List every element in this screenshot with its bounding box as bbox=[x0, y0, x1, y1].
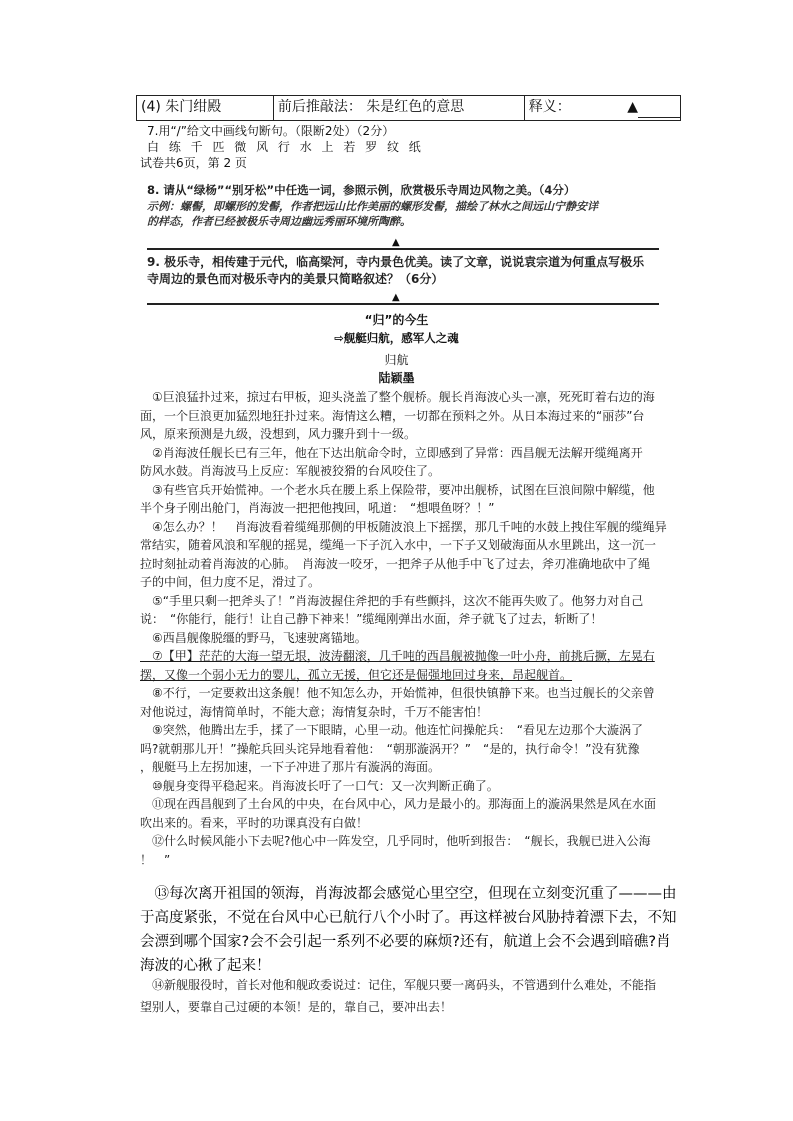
paragraph-line: 吗?就朝那儿开！”操舵兵回头诧异地看着他： “朝那漩涡开？” “是的，执行命令！”没有犹豫 bbox=[140, 741, 640, 756]
paragraph-line: ⑧不行，一定要救出这条舰！他不知怎么办，开始慌神，但很快镇静下来。也当过舰长的父亲曾 bbox=[140, 686, 655, 700]
paragraph-line: ⑫什么时候风能小下去呢?他心中一阵发空，几乎同时，他听到报告： “舰长，我舰已进入公海 bbox=[140, 834, 651, 848]
article-title: 归航 bbox=[384, 353, 409, 367]
answer-line bbox=[147, 248, 659, 250]
paragraph-line: 对他说过，海情简单时，不能大意；海情复杂时，千万不能害怕！ bbox=[140, 704, 489, 719]
paragraph-line: 说： “你能行，能行！让自己静下神来！”缆绳刚弹出水面，斧子就飞了过去，斩断了！ bbox=[140, 612, 603, 626]
paragraph-line: ⑦【甲】茫茫的大海一望无垠，波涛翻滚，几千吨的西昌舰被抛像一叶小舟，前挑后撅，左晃右 bbox=[140, 649, 655, 663]
paragraph-line: ④怎么办？！ 肖海波看着缆绳那侧的甲板随波浪上下摇摆，那几千吨的水鼓上拽住军舰的缆绳异 bbox=[140, 519, 667, 534]
paragraph-line: ②肖海波任舰长已有三年，他在下达出航命令时，立即感到了异常：西昌舰无法解开缆绳离开 bbox=[140, 445, 643, 460]
paragraph-line: ！ ” bbox=[140, 852, 171, 867]
meaning-label: 释义： bbox=[528, 99, 571, 115]
paragraph-line: 常结实，随着风浪和军舰的摇晃，缆绳一下子沉入水中，一下子又划破海面从水里跳出，这一沉一 bbox=[140, 538, 657, 552]
paragraph-line-large: 海波的心揪了起来！ bbox=[140, 958, 271, 974]
paragraph-line: ⑤“手里只剩一把斧头了！”肖海波握住斧把的手有些颤抖，这次不能再失败了。他努力对自己 bbox=[140, 593, 644, 608]
paragraph-line: 风，原来预测是九级，没想到，风力骤升到十一级。 bbox=[140, 427, 417, 441]
paragraph-line: 拉时刻扯动着肖海波的心肺。 肖海波一咬牙，一把斧子从他手中飞了过去，斧刃准确地砍中了绳 bbox=[140, 556, 651, 571]
table-cell-method: 前后推敲法： 朱是红色的意思 bbox=[274, 96, 525, 120]
question-9-line-2: 寺周边的景色而对极乐寺内的美景只简略叙述？（6分） bbox=[147, 272, 444, 286]
paragraph-line: 摆，又像一个弱小无力的婴儿，孤立无援，但它还是倔强地回过身来，昂起舰首。 bbox=[140, 667, 573, 682]
paragraph-line: 望别人，要靠自己过硬的本领！是的，靠自己，要冲出去！ bbox=[140, 1000, 453, 1014]
article-subheading: ⇨舰艇归航，感军人之魂 bbox=[334, 331, 459, 345]
question-7-prompt: 7.用“/”给文中画线句断句。（限断2处）（2分） bbox=[147, 124, 395, 138]
answer-blank bbox=[638, 101, 680, 118]
paragraph-line: 面，一个巨浪更加猛烈地狂扑过来。海情这么糟，一切都在预料之外。从日本海过来的“丽莎”台 bbox=[140, 408, 645, 423]
page-footer: 试卷共6页，第 2 页 bbox=[140, 156, 247, 170]
answer-table-row bbox=[136, 95, 681, 121]
paragraph-line: 吹出来的。看来，平时的功课真没有白做！ bbox=[140, 815, 369, 830]
answer-marker-triangle: ▲ bbox=[627, 99, 638, 115]
question-8-prompt: 8. 请从“绿杨”“别牙松”中任选一词，参照示例，欣赏极乐寺周边风物之美。（4分） bbox=[147, 183, 576, 197]
paragraph-line: ，舰艇马上左拐加速，一下子冲进了那片有漩涡的海面。 bbox=[140, 760, 441, 774]
paragraph-line: 子的中间，但力度不足，滑过了。 bbox=[140, 575, 321, 589]
paragraph-line: 防风水鼓。肖海波马上反应：军舰被狡猾的台风咬住了。 bbox=[140, 464, 441, 478]
paragraph-line-large: 会漂到哪个国家?会不会引起一系列不必要的麻烦?还有，航道上会不会遇到暗礁?肖 bbox=[140, 934, 671, 950]
question-8-example-line-1: 示例：螺髻，即螺形的发髻，作者把远山比作美丽的螺形发髻，描绘了林水之间远山宁静安详 bbox=[147, 200, 598, 213]
table-cell-item: (4) 朱门绀殿 bbox=[137, 96, 274, 120]
answer-marker-triangle: ▲ bbox=[392, 237, 400, 248]
paragraph-line-large: ⑬每次离开祖国的领海，肖海波都会感觉心里空空，但现在立刻变沉重了———由 bbox=[140, 886, 677, 902]
paragraph-line: 半个身子刚出舱门，肖海波一把把他拽回，吼道： “想喂鱼呀？！” bbox=[140, 501, 495, 515]
paragraph-line: ⑨突然，他腾出左手，揉了一下眼睛，心里一动。他连忙问操舵兵： “看见左边那个大漩涡了 bbox=[140, 723, 643, 737]
paragraph-line: ⑥西昌舰像脱缰的野马，飞速驶离锚地。 bbox=[140, 630, 367, 645]
paragraph-line: ⑭新舰服役时，首长对他和舰政委说过：记住，军舰只要一离码头，不管遇到什么难处，不能指 bbox=[140, 978, 657, 992]
paragraph-line: ①巨浪猛扑过来，掠过右甲板，迎头浇盖了整个舰桥。舰长肖海波心头一凛，死死盯着右边的海 bbox=[140, 390, 655, 404]
article-heading: “归”的今生 bbox=[364, 313, 429, 327]
question-8-example-line-2: 的样态，作者已经被极乐寺周边幽远秀丽环境所陶醉。 bbox=[147, 215, 411, 228]
table-cell-meaning bbox=[525, 96, 680, 120]
question-9-line-1: 9. 极乐寺，相传建于元代，临高梁河，寺内景色优美。读了文章，说说袁宗道为何重点写极乐 bbox=[147, 255, 645, 269]
answer-marker-triangle: ▲ bbox=[392, 292, 400, 303]
paragraph-line: ⑪现在西昌舰到了土台风的中央，在台风中心，风力是最小的。那海面上的漩涡果然是风在水面 bbox=[140, 797, 657, 811]
paragraph-line: ③有些官兵开始慌神。一个老水兵在腰上系上保险带，要冲出舰桥，试图在巨浪间隙中解缆，他 bbox=[140, 482, 655, 497]
article-author: 陆颖墨 bbox=[378, 371, 415, 385]
paragraph-line: ⑩舰身变得平稳起来。肖海波长吁了一口气：又一次判断正确了。 bbox=[140, 778, 499, 793]
paragraph-line-large: 于高度紧张，不觉在台风中心已航行八个小时了。再这样被台风胁持着漂下去，不知 bbox=[140, 910, 677, 926]
answer-line bbox=[147, 303, 659, 305]
question-7-text: 白 练 千 匹 微 风 行 水 上 若 罗 纹 纸 bbox=[147, 140, 424, 154]
